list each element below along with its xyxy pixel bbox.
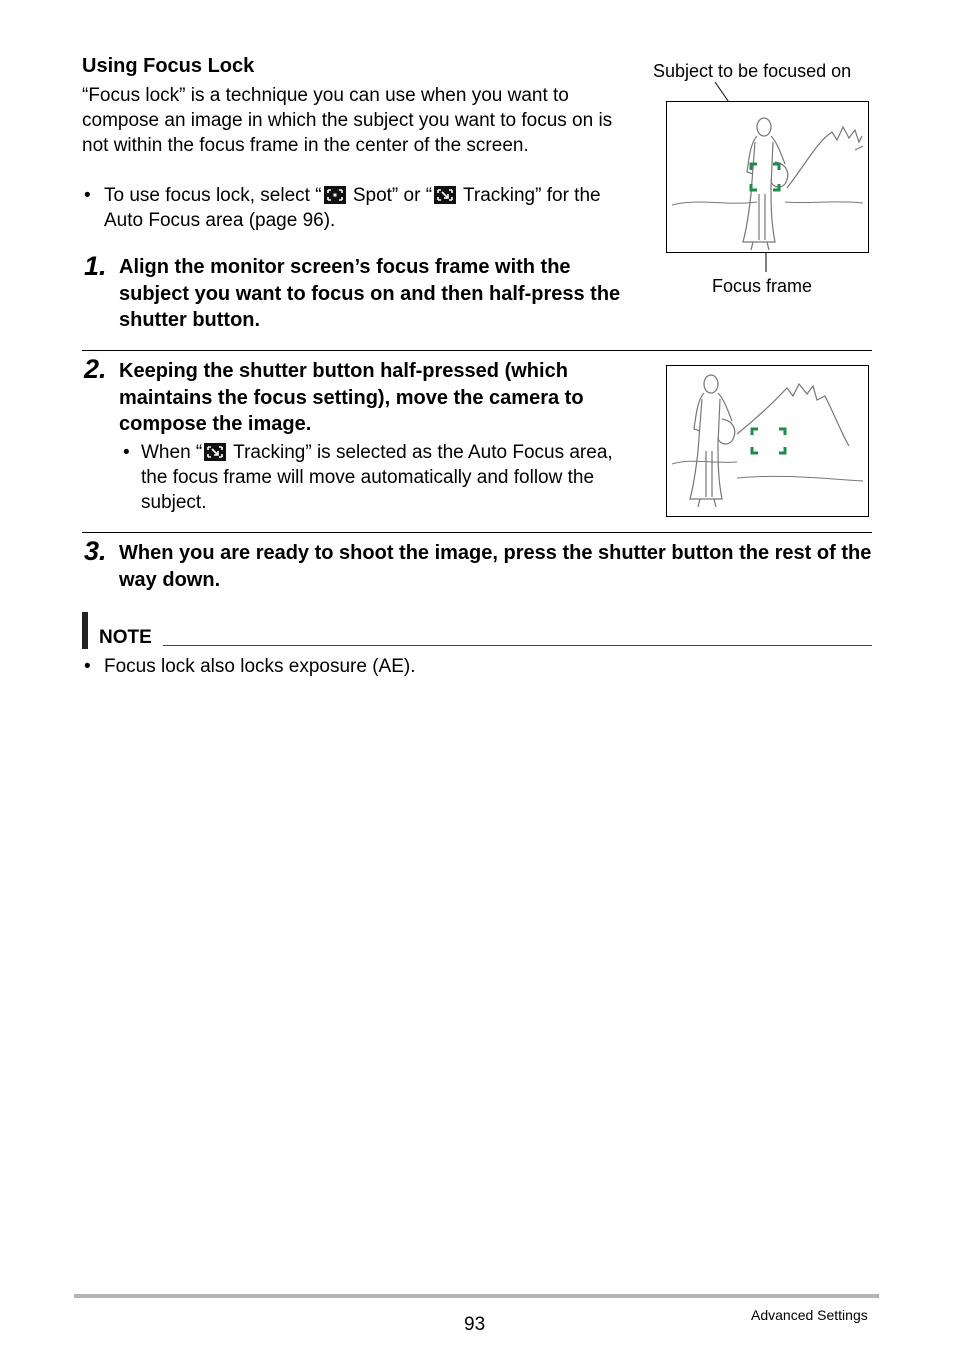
tracking-bullet-part1: When “ — [141, 442, 203, 463]
af-bullet-part1: To use focus lock, select “ — [104, 185, 322, 206]
step-3-number: 3. — [84, 536, 107, 566]
section-title: Using Focus Lock — [82, 55, 255, 77]
note-bullet — [82, 654, 682, 679]
page-number: 93 — [464, 1314, 486, 1335]
af-bullet-part3: Tracking” for the Auto Focus area (page 96). — [104, 185, 601, 231]
step-1-number: 1. — [84, 251, 107, 281]
bullet-dot: • — [123, 442, 130, 463]
bullet-dot: • — [84, 656, 91, 677]
note-rule — [163, 645, 872, 646]
tracking-af-icon — [204, 443, 226, 461]
step-2-number: 2. — [84, 354, 107, 384]
af-area-bullet — [82, 183, 622, 233]
focus-frame-label: Focus frame — [712, 276, 813, 296]
scene-illustration-2 — [667, 366, 868, 516]
tracking-bullet — [119, 440, 629, 515]
focus-frame-marker — [752, 429, 785, 453]
tracking-af-icon — [434, 186, 456, 204]
figure-recompose-scene — [666, 365, 869, 517]
footer-rule — [74, 1294, 879, 1298]
scene-illustration-1 — [667, 102, 868, 252]
divider — [82, 532, 872, 533]
intro-paragraph: “Focus lock” is a technique you can use when you want to compose an image in which the subject you want to focus on is not within the focus frame in the center of the screen. — [82, 85, 613, 156]
spot-af-icon — [324, 186, 346, 204]
note-label: NOTE — [99, 627, 152, 648]
step-3-text: When you are ready to shoot the image, press the shutter button the rest of the way down. — [119, 542, 872, 591]
step-2-text: Keeping the shutter button half-pressed (which maintains the focus setting), move the camera to compose the image. — [119, 360, 584, 435]
divider — [82, 350, 872, 351]
footer-section-name: Advanced Settings — [751, 1307, 868, 1323]
step-1-text: Align the monitor screen’s focus frame with the subject you want to focus on and then half-press the shutter button. — [119, 256, 621, 331]
subject-label: Subject to be focused on — [653, 61, 852, 81]
note-marker — [82, 612, 88, 649]
figure-focus-lock-scene — [666, 101, 869, 253]
note-bullet-text: Focus lock also locks exposure (AE). — [104, 656, 416, 677]
af-bullet-part2: Spot” or “ — [347, 185, 433, 206]
bullet-dot: • — [84, 185, 91, 206]
tracking-bullet-part2: Tracking” is selected as the Auto Focus area, the focus frame will move automatically and follow the subject. — [141, 442, 613, 513]
